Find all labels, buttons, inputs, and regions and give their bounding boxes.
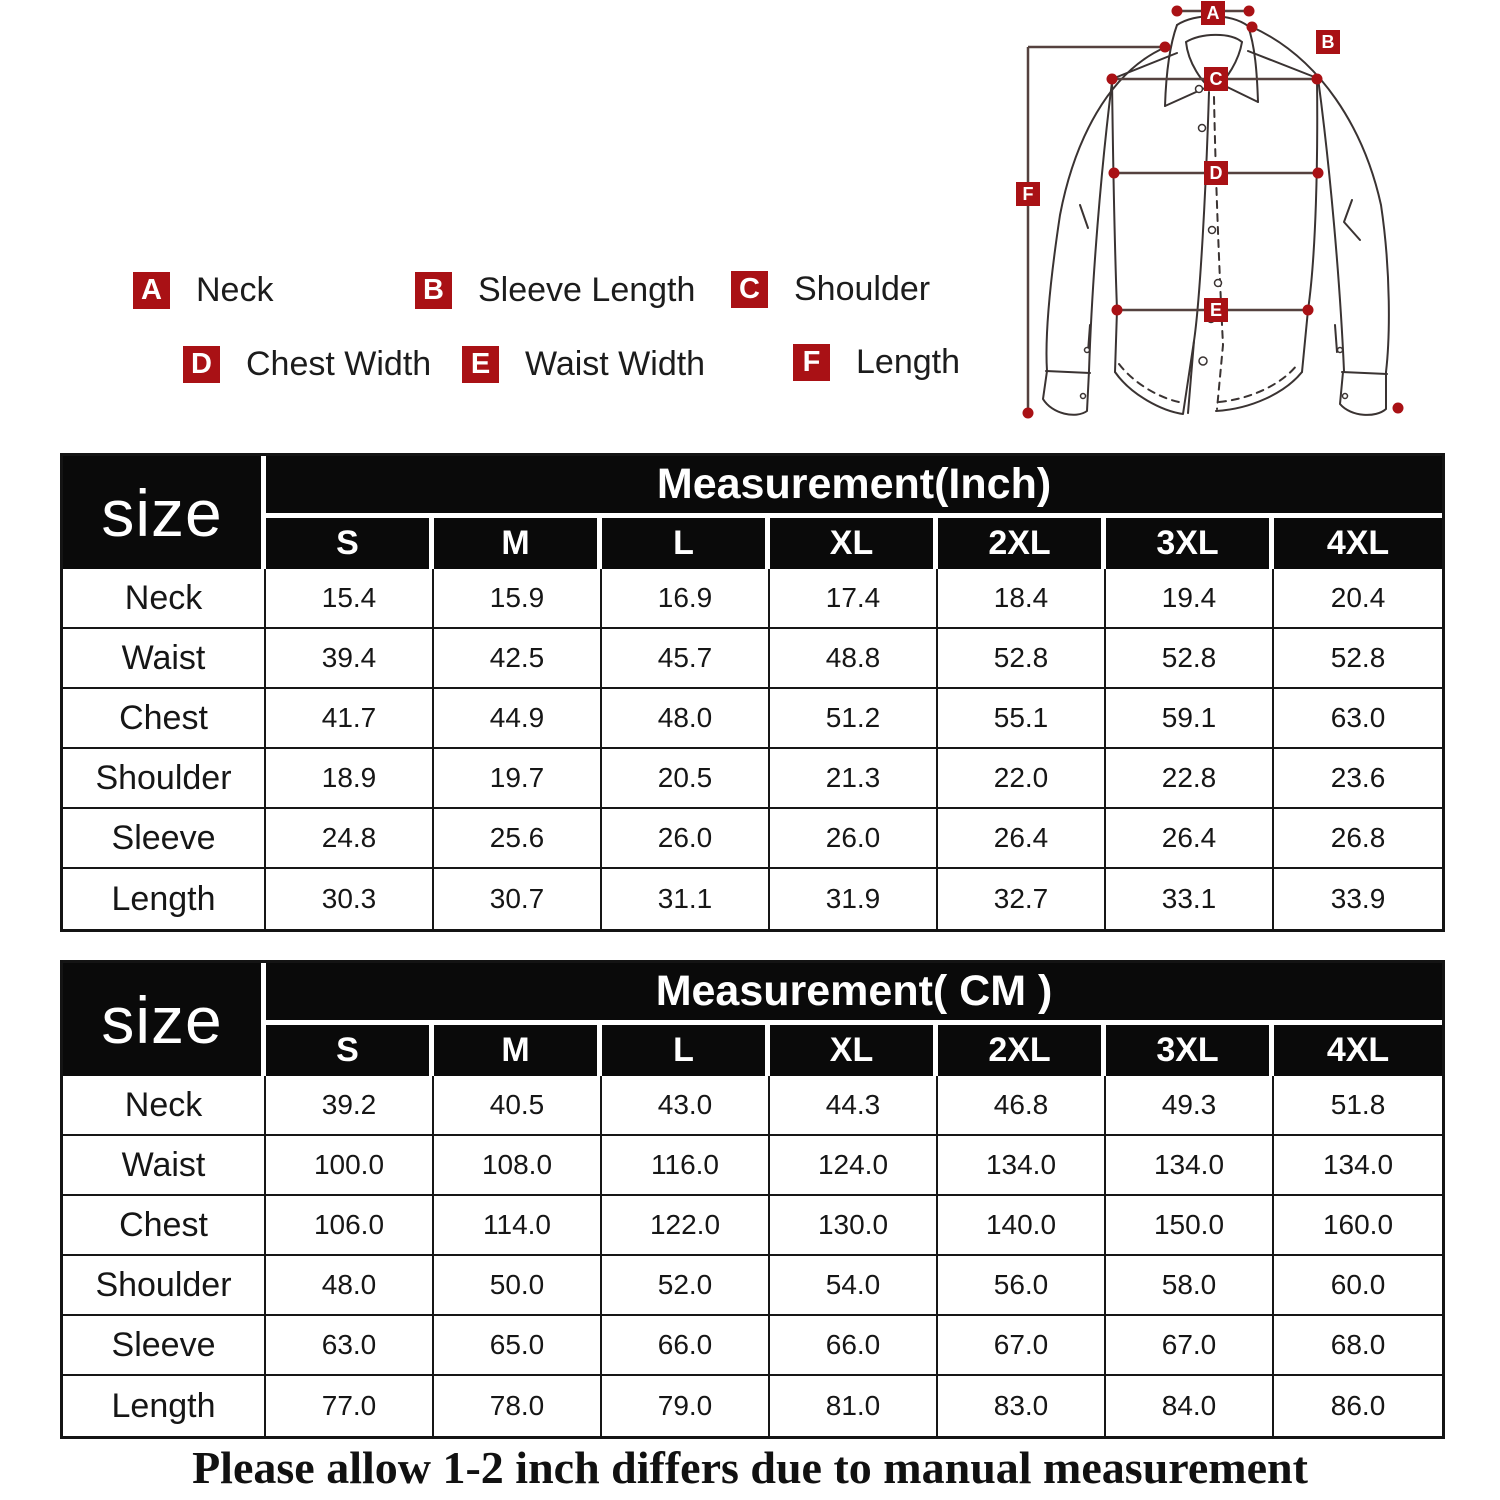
legend-badge-c xyxy=(731,271,768,308)
diagram-marker-f xyxy=(1016,182,1040,206)
measurement-value: 21.3 xyxy=(770,749,938,809)
measurement-value: 50.0 xyxy=(434,1256,602,1316)
legend-item-neck xyxy=(133,271,273,310)
measurement-lines xyxy=(1028,11,1318,413)
measurement-value: 48.0 xyxy=(266,1256,434,1316)
measurement-value: 100.0 xyxy=(266,1136,434,1196)
measurement-value: 106.0 xyxy=(266,1196,434,1256)
row-label: Length xyxy=(63,869,266,929)
legend-label: Sleeve Length xyxy=(478,271,696,309)
measurement-value: 54.0 xyxy=(770,1256,938,1316)
measurement-value: 63.0 xyxy=(266,1316,434,1376)
legend-letter: F xyxy=(802,346,821,378)
measurement-value: 116.0 xyxy=(602,1136,770,1196)
table-row xyxy=(63,809,1442,869)
measurement-value: 26.0 xyxy=(770,809,938,869)
measurement-value: 24.8 xyxy=(266,809,434,869)
measurement-value: 46.8 xyxy=(938,1076,1106,1136)
measurement-value: 60.0 xyxy=(1274,1256,1442,1316)
legend-letter: E xyxy=(470,348,491,380)
measurement-value: 16.9 xyxy=(602,569,770,629)
measurement-value: 130.0 xyxy=(770,1196,938,1256)
size-column-header: 2XL xyxy=(938,518,1106,569)
svg-text:F: F xyxy=(1022,184,1034,204)
legend-letter: B xyxy=(423,274,444,306)
measurement-value: 15.4 xyxy=(266,569,434,629)
measurement-value: 58.0 xyxy=(1106,1256,1274,1316)
diagram-marker-a xyxy=(1201,1,1225,25)
table-row xyxy=(63,569,1442,629)
diagram-marker-d xyxy=(1204,161,1228,185)
measurement-value: 31.9 xyxy=(770,869,938,929)
measurement-value: 67.0 xyxy=(938,1316,1106,1376)
row-label: Sleeve xyxy=(63,1316,266,1376)
measurement-value: 19.4 xyxy=(1106,569,1274,629)
legend-badge-f xyxy=(793,344,830,381)
measurement-value: 160.0 xyxy=(1274,1196,1442,1256)
size-column-header: S xyxy=(266,1025,434,1076)
legend-label: Waist Width xyxy=(525,345,706,383)
measurement-value: 78.0 xyxy=(434,1376,602,1436)
size-header-label: size xyxy=(63,963,266,1076)
measurement-value: 19.7 xyxy=(434,749,602,809)
size-column-header: M xyxy=(434,518,602,569)
row-label: Chest xyxy=(63,1196,266,1256)
size-column-header: XL xyxy=(770,518,938,569)
measurement-value: 30.7 xyxy=(434,869,602,929)
measurement-value: 124.0 xyxy=(770,1136,938,1196)
measurement-value: 33.9 xyxy=(1274,869,1442,929)
table-row xyxy=(63,1256,1442,1316)
measurement-value: 140.0 xyxy=(938,1196,1106,1256)
measurement-value: 134.0 xyxy=(1274,1136,1442,1196)
legend-item-shoulder xyxy=(731,270,930,309)
measurement-value: 23.6 xyxy=(1274,749,1442,809)
size-column-header: L xyxy=(602,518,770,569)
table-title: Measurement( CM ) xyxy=(266,963,1442,1025)
legend-badge-e xyxy=(462,346,499,383)
legend-badge-b xyxy=(415,272,452,309)
size-column-header: 4XL xyxy=(1274,518,1442,569)
table-row xyxy=(63,1136,1442,1196)
measurement-value: 77.0 xyxy=(266,1376,434,1436)
measurement-value: 59.1 xyxy=(1106,689,1274,749)
size-table-inch xyxy=(60,453,1445,932)
measurement-value: 18.4 xyxy=(938,569,1106,629)
measurement-value: 65.0 xyxy=(434,1316,602,1376)
size-column-header: XL xyxy=(770,1025,938,1076)
measurement-value: 81.0 xyxy=(770,1376,938,1436)
table-row xyxy=(63,1316,1442,1376)
legend-label: Chest Width xyxy=(246,345,432,383)
measurement-value: 52.8 xyxy=(1274,629,1442,689)
row-label: Waist xyxy=(63,629,266,689)
row-label: Waist xyxy=(63,1136,266,1196)
row-label: Chest xyxy=(63,689,266,749)
measurement-value: 51.8 xyxy=(1274,1076,1442,1136)
svg-text:A: A xyxy=(1206,3,1220,23)
measurement-value: 42.5 xyxy=(434,629,602,689)
svg-text:C: C xyxy=(1209,69,1223,89)
table-row xyxy=(63,749,1442,809)
table-row xyxy=(63,1196,1442,1256)
shirt-buttons xyxy=(1081,86,1348,399)
measurement-value: 44.3 xyxy=(770,1076,938,1136)
measurement-value: 66.0 xyxy=(602,1316,770,1376)
svg-text:E: E xyxy=(1209,300,1223,320)
legend-label: Neck xyxy=(196,271,274,309)
measurement-value: 45.7 xyxy=(602,629,770,689)
size-table-cm xyxy=(60,960,1445,1439)
measurement-value: 108.0 xyxy=(434,1136,602,1196)
measurement-value: 52.8 xyxy=(938,629,1106,689)
measurement-value: 43.0 xyxy=(602,1076,770,1136)
measurement-value: 41.7 xyxy=(266,689,434,749)
table-row xyxy=(63,869,1442,929)
legend-letter: A xyxy=(141,274,162,306)
measurement-value: 25.6 xyxy=(434,809,602,869)
measurement-value: 32.7 xyxy=(938,869,1106,929)
measurement-value: 44.9 xyxy=(434,689,602,749)
measurement-value: 52.8 xyxy=(1106,629,1274,689)
legend-badge-d xyxy=(183,346,220,383)
table-row xyxy=(63,689,1442,749)
measurement-value: 67.0 xyxy=(1106,1316,1274,1376)
legend-item-sleeve-length xyxy=(415,271,695,310)
size-column-header: 4XL xyxy=(1274,1025,1442,1076)
measurement-value: 26.4 xyxy=(1106,809,1274,869)
legend-label: Length xyxy=(856,343,960,381)
legend-badge-a xyxy=(133,272,170,309)
row-label: Shoulder xyxy=(63,749,266,809)
measurement-value: 52.0 xyxy=(602,1256,770,1316)
table-row xyxy=(63,629,1442,689)
table-row xyxy=(63,1376,1442,1436)
measurement-value: 17.4 xyxy=(770,569,938,629)
row-label: Neck xyxy=(63,569,266,629)
measurement-value: 56.0 xyxy=(938,1256,1106,1316)
measurement-value: 49.3 xyxy=(1106,1076,1274,1136)
measurement-value: 55.1 xyxy=(938,689,1106,749)
row-label: Shoulder xyxy=(63,1256,266,1316)
size-column-header: M xyxy=(434,1025,602,1076)
measurement-value: 26.8 xyxy=(1274,809,1442,869)
measurement-value: 18.9 xyxy=(266,749,434,809)
measurement-value: 39.4 xyxy=(266,629,434,689)
measurement-value: 150.0 xyxy=(1106,1196,1274,1256)
svg-text:D: D xyxy=(1209,163,1223,183)
table-row xyxy=(63,1076,1442,1136)
measurement-value: 66.0 xyxy=(770,1316,938,1376)
size-column-header: 3XL xyxy=(1106,518,1274,569)
measurement-note: Please allow 1-2 inch differs due to manual measurement xyxy=(192,1442,1308,1493)
measurement-value: 122.0 xyxy=(602,1196,770,1256)
row-label: Sleeve xyxy=(63,809,266,869)
measurement-value: 84.0 xyxy=(1106,1376,1274,1436)
size-column-header: L xyxy=(602,1025,770,1076)
measurement-value: 31.1 xyxy=(602,869,770,929)
legend-label: Shoulder xyxy=(794,270,931,308)
measurement-value: 68.0 xyxy=(1274,1316,1442,1376)
table-title: Measurement(Inch) xyxy=(266,456,1442,518)
measurement-value: 83.0 xyxy=(938,1376,1106,1436)
legend-letter: D xyxy=(191,348,212,380)
measurement-value: 51.2 xyxy=(770,689,938,749)
measurement-value: 134.0 xyxy=(1106,1136,1274,1196)
measurement-value: 39.2 xyxy=(266,1076,434,1136)
diagram-marker-b xyxy=(1316,30,1340,54)
legend-item-length xyxy=(793,343,960,382)
measurement-value: 40.5 xyxy=(434,1076,602,1136)
measurement-value: 26.0 xyxy=(602,809,770,869)
measurement-value: 79.0 xyxy=(602,1376,770,1436)
shirt-measurement-diagram xyxy=(990,0,1490,440)
size-column-header: 2XL xyxy=(938,1025,1106,1076)
measurement-value: 86.0 xyxy=(1274,1376,1442,1436)
legend-item-chest-width xyxy=(183,345,431,384)
measurement-value: 26.4 xyxy=(938,809,1106,869)
size-header-label: size xyxy=(63,456,266,569)
measurement-value: 48.8 xyxy=(770,629,938,689)
row-label: Length xyxy=(63,1376,266,1436)
measurement-value: 30.3 xyxy=(266,869,434,929)
measurement-value: 63.0 xyxy=(1274,689,1442,749)
diagram-marker-c xyxy=(1204,67,1228,91)
diagram-marker-e xyxy=(1204,298,1228,322)
measurement-value: 134.0 xyxy=(938,1136,1106,1196)
measurement-value: 20.5 xyxy=(602,749,770,809)
measurement-value: 22.0 xyxy=(938,749,1106,809)
svg-text:B: B xyxy=(1321,32,1335,52)
size-column-header: 3XL xyxy=(1106,1025,1274,1076)
legend-item-waist-width xyxy=(462,345,705,384)
measurement-value: 33.1 xyxy=(1106,869,1274,929)
size-column-header: S xyxy=(266,518,434,569)
legend-letter: C xyxy=(739,273,760,305)
measurement-value: 48.0 xyxy=(602,689,770,749)
measurement-value: 15.9 xyxy=(434,569,602,629)
diagram-markers xyxy=(1016,1,1340,322)
measurement-value: 22.8 xyxy=(1106,749,1274,809)
measurement-value: 114.0 xyxy=(434,1196,602,1256)
row-label: Neck xyxy=(63,1076,266,1136)
measurement-value: 20.4 xyxy=(1274,569,1442,629)
